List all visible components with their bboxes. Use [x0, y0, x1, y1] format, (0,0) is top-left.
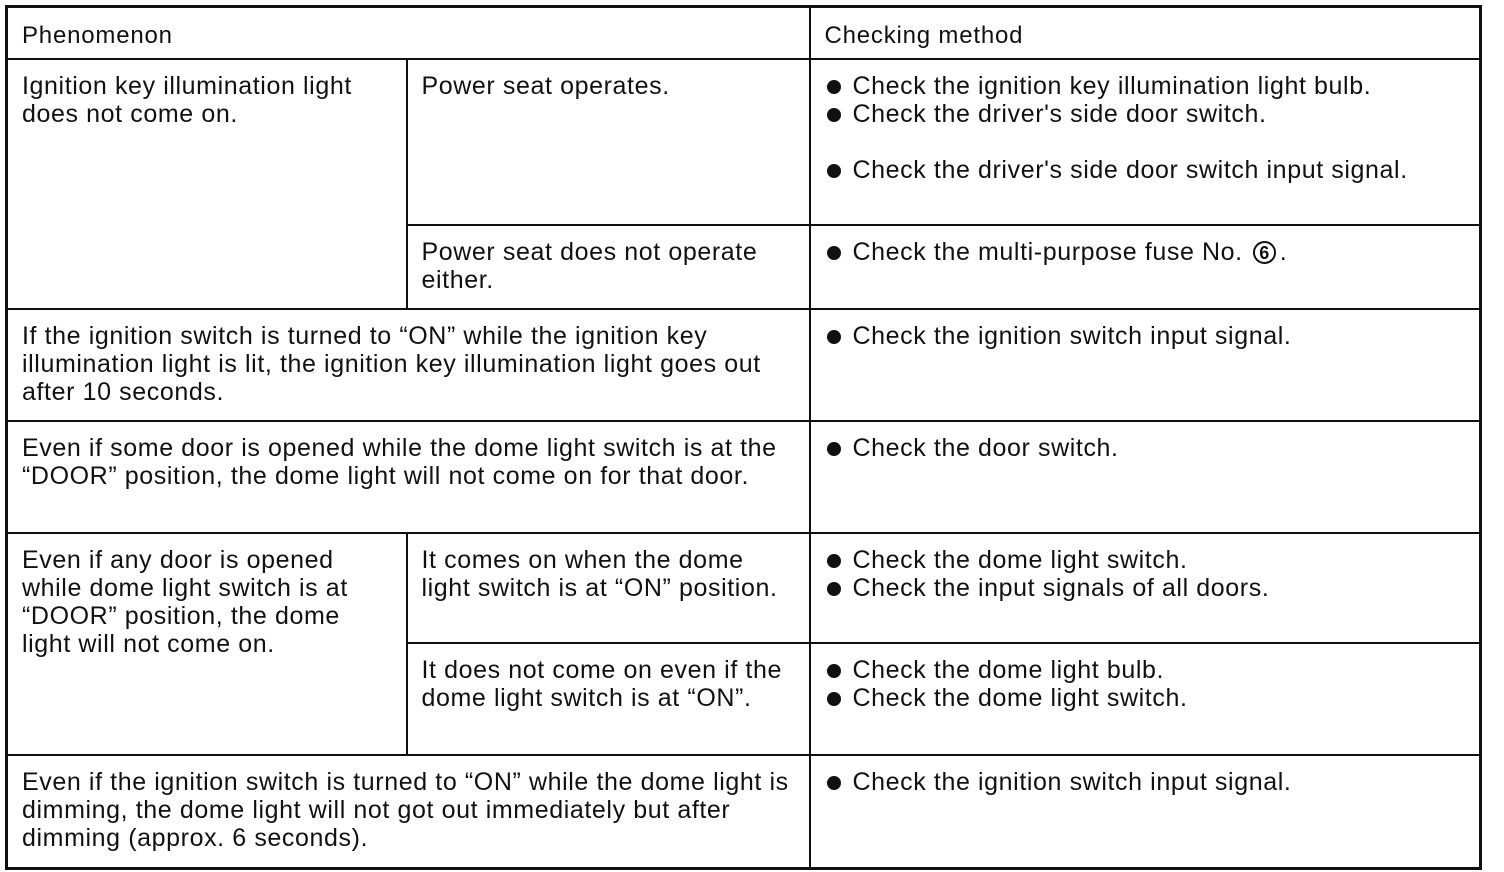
- condition-cell: It comes on when the dome light switch is at “ON” position.: [407, 533, 810, 643]
- check-item-text: Check the multi-purpose fuse No.: [852, 237, 1243, 266]
- check-item: Check the ignition switch input signal.: [825, 768, 1470, 796]
- condition-cell: It does not come on even if the dome light switch is at “ON”.: [407, 643, 810, 755]
- condition-cell: Power seat operates.: [407, 59, 810, 225]
- header-row: [7, 7, 1481, 59]
- check-item-suffix: .: [1279, 237, 1288, 266]
- check-list: [825, 72, 1470, 184]
- phenomenon-cell: Even if some door is opened while the dome light switch is at the “DOOR” position, the dome light will not come on for that door.: [7, 421, 810, 533]
- check-item: [825, 238, 1470, 266]
- check-list: [825, 768, 1470, 796]
- check-item: Check the driver's side door switch.: [825, 100, 1470, 128]
- check-list: [825, 434, 1470, 462]
- phenomenon-cell: If the ignition switch is turned to “ON” while the ignition key illumination light is lit, the ignition key illumination light goes out after 10 seconds.: [7, 309, 810, 421]
- check-item: Check the dome light switch.: [825, 684, 1470, 712]
- check-list: [825, 546, 1470, 602]
- checking-method-cell: [810, 533, 1481, 643]
- fuse-number-badge: 6: [1253, 241, 1276, 264]
- checking-method-cell: [810, 309, 1481, 421]
- condition-cell: Power seat does not operate either.: [407, 225, 810, 309]
- table-row: [7, 533, 1481, 643]
- check-item: Check the ignition key illumination light bulb.: [825, 72, 1470, 100]
- checking-method-cell: [810, 59, 1481, 225]
- checking-method-header: Checking method: [810, 7, 1481, 59]
- checking-method-cell: [810, 755, 1481, 869]
- check-item: Check the ignition switch input signal.: [825, 322, 1470, 350]
- check-list: [825, 322, 1470, 350]
- check-list: [825, 238, 1470, 266]
- phenomenon-cell: Even if the ignition switch is turned to “ON” while the dome light is dimming, the dome light will not got out immediately but after dimming (approx. 6 seconds).: [7, 755, 810, 869]
- phenomenon-cell: Even if any door is opened while dome light switch is at “DOOR” position, the dome light will not come on.: [7, 533, 407, 755]
- checking-method-cell: [810, 421, 1481, 533]
- table-row: [7, 755, 1481, 869]
- checking-method-cell: [810, 225, 1481, 309]
- troubleshooting-table: [5, 5, 1482, 870]
- check-item: Check the door switch.: [825, 434, 1470, 462]
- check-item: Check the driver's side door switch input signal.: [825, 156, 1470, 184]
- check-list: [825, 656, 1470, 712]
- table-row: [7, 421, 1481, 533]
- phenomenon-cell: Ignition key illumination light does not come on.: [7, 59, 407, 309]
- checking-method-cell: [810, 643, 1481, 755]
- table-row: [7, 309, 1481, 421]
- check-item: Check the dome light switch.: [825, 546, 1470, 574]
- phenomenon-header: Phenomenon: [7, 7, 810, 59]
- check-item: Check the input signals of all doors.: [825, 574, 1470, 602]
- table-row: [7, 59, 1481, 225]
- check-item: Check the dome light bulb.: [825, 656, 1470, 684]
